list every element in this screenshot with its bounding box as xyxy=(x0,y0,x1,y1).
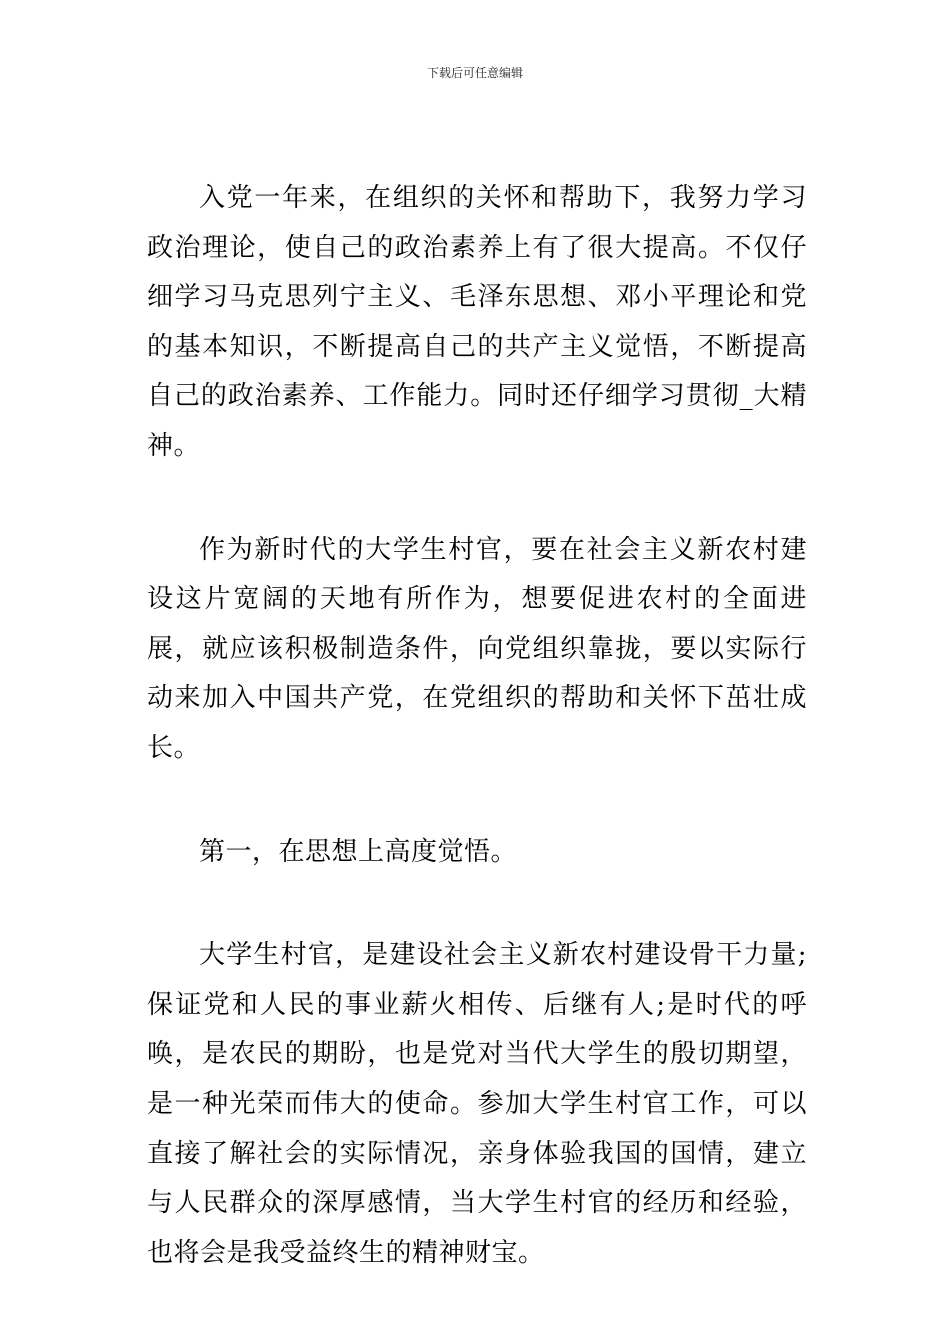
paragraph-2: 作为新时代的大学生村官，要在社会主义新农村建设这片宽阔的天地有所作为，想要促进农村的全面进展，就应该积极制造条件，向党组织靠拢，要以实际行动来加入中国共产党，在党组织的帮助和关怀下茁壮成长。 xyxy=(147,534,807,763)
page-header: 下载后可任意编辑 xyxy=(426,66,523,80)
paragraph-1: 入党一年来，在组织的关怀和帮助下，我努力学习政治理论，使自己的政治素养上有了很大提高。不仅仔细学习马克思列宁主义、毛泽东思想、邓小平理论和党的基本知识，不断提高自己的共产主义觉悟，不断提高自己的政治素养、工作能力。同时还仔细学习贯彻_大精神。 xyxy=(147,183,807,461)
paragraph-3: 第一，在思想上高度觉悟。 xyxy=(199,836,518,867)
document-body xyxy=(147,174,807,1332)
paragraph-4: 大学生村官，是建设社会主义新农村建设骨干力量;保证党和人民的事业薪火相传、后继有人;是时代的呼唤，是农民的期盼，也是党对当代大学生的殷切期望，是一种光荣而伟大的使命。参加大学生村官工作，可以直接了解社会的实际情况，亲身体验我国的国情，建立与人民群众的深厚感情，当大学生村官的经历和经验，也将会是我受益终生的精神财宝。 xyxy=(147,940,807,1268)
